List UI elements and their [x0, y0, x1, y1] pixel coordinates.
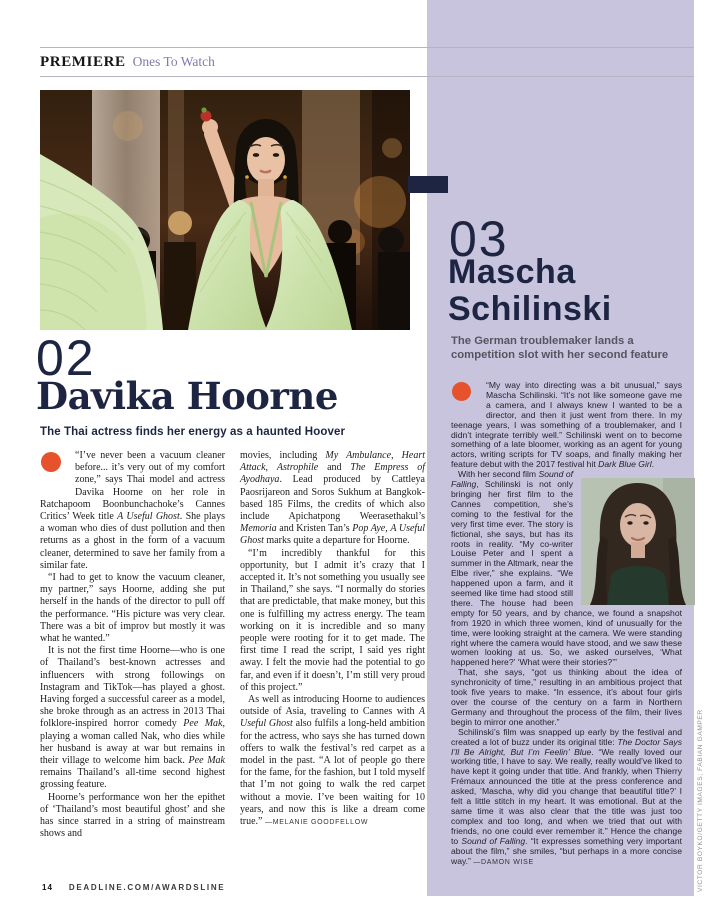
- section-title: PREMIERE: [40, 54, 126, 70]
- davika-column-1: [40, 450, 225, 841]
- mascha-standfirst: The German troublemaker lands a competition slot with her second feature: [451, 335, 669, 361]
- paragraph: “I’m incredibly thankful for this opportunity, but I admit it’s crazy that I accepted it. It’s not something you usually see in Thailand,” she says. “I normally do stories that are predictable, that make money, but this one is fulfilling my actress energy. The team working on it is incredible and so many people were rooting for it to get made. The first time I read the script, I said yes right away. I felt the movie had the potential to go far, and even if it doesn’t, I’m still very proud of this project.”: [240, 547, 425, 693]
- subsection-title: Ones To Watch: [132, 54, 215, 69]
- paragraph: Hoorne’s performance won her the epithet of ‘Thailand’s most beautiful ghost’ and she has since starred in a string of mainstream shows and: [40, 791, 225, 840]
- feature-number-02: 02: [36, 330, 96, 386]
- orange-bullet-icon: [40, 450, 75, 487]
- paragraph: [240, 694, 425, 829]
- paragraph: [451, 381, 682, 470]
- paragraph: [40, 450, 225, 572]
- section-index-tab: [408, 176, 448, 193]
- header-rule-top: [40, 47, 694, 48]
- feature-number-03: 03: [449, 211, 509, 267]
- paragraph: That, she says, “got us thinking about the idea of synchronicity of time,” resulting in an ambitious project that took five years to make. “In essence, it’s about four girls over the course of the century on a farm in Northern Germany and throughout the process of the film, their lives begin to mirror one another.”: [451, 667, 682, 727]
- page-footer: [42, 883, 225, 892]
- mascha-first-name: Mascha: [448, 253, 576, 291]
- mascha-last-name: Schilinski: [448, 290, 612, 328]
- mascha-portrait-illustration: [581, 478, 695, 605]
- davika-name-heading: Davika Hoorne: [36, 374, 338, 418]
- paragraph-text: As well as introducing Hoorne to audiences outside of Asia, traveling to Cannes with A Useful Ghost also fulfils a long-held ambition for the actress, who says she has turned down offers to walk the festival’s red carpet as a model in the past. “A lot of people go there for the fame, for the fashion, but I told myself that I’m not going to walk the red carpet without a movie. I’ve been waiting for 10 years, and now this is like a dream come true.”: [240, 694, 425, 828]
- davika-column-2: [240, 450, 425, 841]
- paragraph-text: “My way into directing was a bit unusual,” says Mascha Schilinski. “It’s not like someone gave me a camera, and I always knew I wanted to be a director, and then it just went from there. In my teenage years, I was something of a troublemaker, and I didn’t integrate terribly well.” Schilinski went on to become something of a late bloomer, working as an agent for young actors, writing scripts for TV soaps, and finally making her feature debut with the 2017 festival hit Dark Blue Girl.: [451, 380, 682, 470]
- davika-standfirst: The Thai actress finds her energy as a haunted Hoover: [40, 426, 346, 438]
- section-header: [40, 53, 215, 71]
- paragraph: [451, 728, 682, 868]
- mascha-photo: [581, 478, 695, 605]
- paragraph: It is not the first time Hoorne—who is one of Thailand’s best-known actresses and influencers with strong followings on Instagram and TikTok—has played a ghost. Having forged a successful career as a model, she broke through as an actress in 2013 Thai folklore-inspired horror comedy Pee Mak, playing a woman called Nak, who dies while her husband is away at war but remains in their village to welcome him back. Pee Mak remains Thailand’s all-time second highest grossing feature.: [40, 645, 225, 791]
- header-rule-bottom: [40, 76, 694, 77]
- davika-article-columns: [40, 450, 425, 841]
- davika-photo: [40, 90, 410, 330]
- davika-byline: —MELANIE GOODFELLOW: [265, 819, 369, 827]
- paragraph: movies, including My Ambulance, Heart Attack, Astrophile and The Empress of Ayodhaya. Lead produced by Cattleya Paosrijareon and Soros Sukhum at Bangkok-based 185 Films, the credits of which also include Apichatpong Weerasethakul’s Memoria and Kristen Tan’s Pop Aye, A Useful Ghost marks quite a departure for Hoorne.: [240, 450, 426, 547]
- mascha-article-body: [451, 381, 682, 867]
- page-number: 14: [42, 883, 53, 892]
- footer-site-url: DEADLINE.COM/AWARDSLINE: [68, 883, 226, 892]
- davika-photo-illustration: [40, 90, 410, 330]
- paragraph-text: Schilinski’s film was snapped up early by the festival and created a lot of buzz under its original title: The Doctor Says I’ll Be Alright, But I’m Feelin’ Blue. “We really loved our working title, I have to say. We really, really would’ve liked to have kept it going under that title. And frankly, when Thierry Frémaux announced the title at the press conference and asked, ‘Mascha, why did you change that beautiful title?’ I felt a little stitch in my heart. It was emotional. But at the same time it was also clear that the title was just too complex and too long, and when we tried that out with friends, no one could ever remember it.” Hence the change to Sound of Falling. “It expresses something very important about the film,” she smiles, “but perhaps in a more concise way.”: [451, 726, 683, 866]
- mascha-byline: —DAMON WISE: [473, 858, 534, 866]
- orange-bullet-icon: [451, 381, 486, 411]
- paragraph: With her second film Sound of Falling, Schilinski is not only bringing her first film to the Cannes competition, she’s coming to the festival for the very first time ever. The story is fictional, she says, but has its roots in reality. “My co-writer Louise Peter and I spent a summer in the Altmark, near the Elbe river,” she explains. “We happened upon a farm, and it seemed like time had stood still there. The house had been empty for 50 years, and by chance, we found a snapshot from 1920 in which three women, kind of unusually for the time, were looking straight at the camera. We were standing right where the camera would have stood, and we saw these women looking at us. So, we asked ourselves, ‘What happened here?’ ‘What were their stories?’”: [451, 469, 682, 668]
- mascha-name-heading: [448, 254, 612, 328]
- photo-credits: VICTOR BOYKO/GETTY IMAGES; FABIAN GAMPER: [697, 709, 704, 892]
- paragraph: “I had to get to know the vacuum cleaner, my partner,” says Hoorne, adding she put herself in the hands of the director to pull off the performance. “His picture was very clear. There was a bit of improv but mostly it was what he wanted.”: [40, 572, 225, 645]
- paragraph-text: “I’ve never been a vacuum cleaner before... it’s very out of my comfort zone,” says Thai model and actress Davika Hoorne on her role in Ratchapoom Boonbunchachoke’s Cannes Critics’ Week title A Useful Ghost. She plays a woman who dies of dust pollution and then returns as a ghost in the form of a vacuum cleaner, determined to save her family from a similar fate.: [40, 450, 226, 571]
